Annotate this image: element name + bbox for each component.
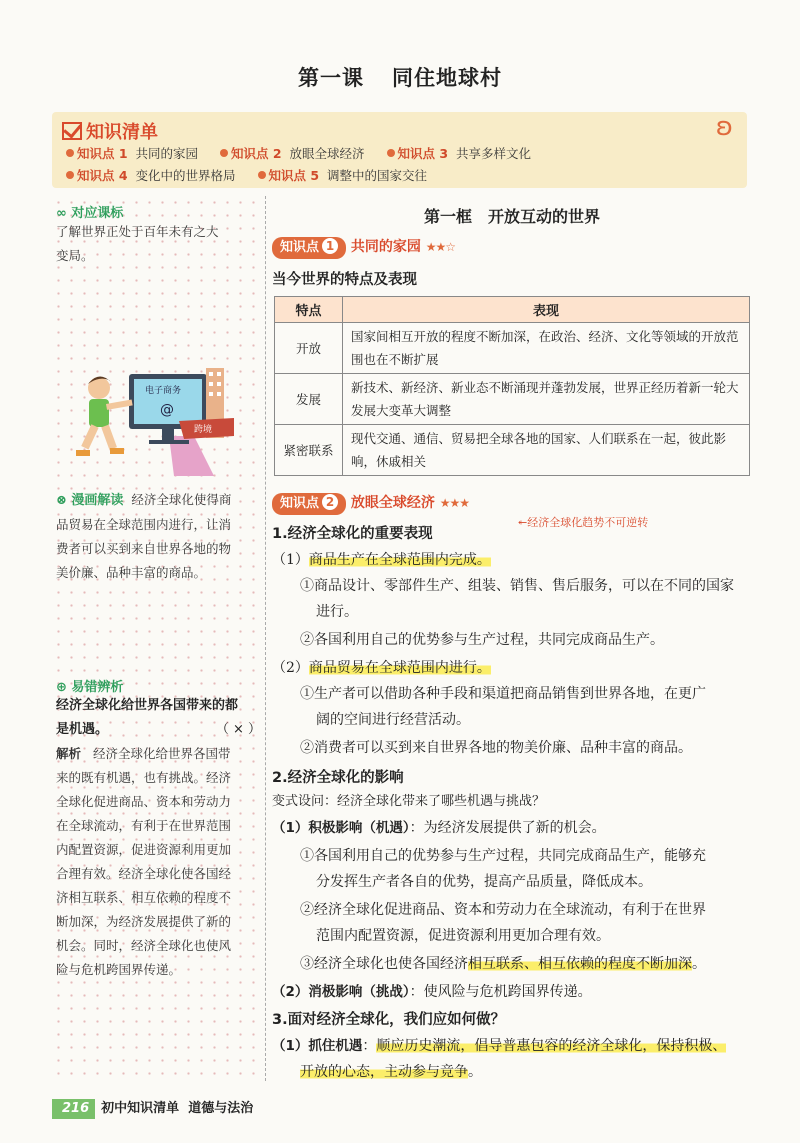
table-header: 特点 [275, 297, 343, 323]
s3-title: 3.面对经济全球化，我们应如何做？ [272, 1012, 506, 1028]
paragraph: ②消费者可以买到来自世界各地的物美价廉、品种丰富的商品。 [300, 740, 692, 756]
paragraph: 分发挥生产者各自的优势，提高产品质量，降低成本。 [316, 874, 652, 890]
rating-stars-icon: ★★☆ [425, 240, 456, 254]
paragraph: ①生产者可以借助各种手段和渠道把商品销售到世界各地，在更广 [300, 686, 706, 702]
comic-title: ⊗ 漫画解读 [56, 493, 124, 508]
table-header-row [275, 297, 750, 323]
handwritten-note: ↞经济全球化趋势不可逆转 [518, 516, 649, 529]
s2-title: 2.经济全球化的影响 [272, 770, 404, 786]
kp1-subtitle: 当今世界的特点及表现 [272, 272, 417, 288]
s1-title: 1.经济全球化的重要表现 [272, 526, 433, 542]
table-row: 开放 国家间相互开放的程度不断加深，在政治、经济、文化等领域的开放范围也在不断扩展 [275, 323, 750, 374]
paragraph: （2）消极影响（挑战）：使风险与危机跨国界传递。 [272, 984, 592, 1000]
paragraph: （1）商品生产在全球范围内完成。 [272, 552, 491, 568]
page-title: 第一课 同住地球村 [298, 66, 502, 90]
knowledge-list-heading: 知识清单 [62, 118, 158, 144]
apple-doodle-icon: ʚ [715, 112, 733, 142]
column-divider [265, 196, 266, 1081]
cartoon-at-sign: @ [160, 402, 174, 418]
paragraph: ①各国利用自己的优势参与生产过程，共同完成商品生产，能够充 [300, 848, 706, 864]
knowledge-list-row [66, 144, 549, 162]
page-number: 216 [52, 1099, 95, 1119]
paragraph: 变式设问：经济全球化带来了哪些机遇与挑战？ [272, 794, 546, 809]
knowledge-item: 知识点 4 变化中的世界格局 [66, 168, 236, 183]
paragraph: （1）积极影响（机遇）：为经济发展提供了新的机会。 [272, 820, 606, 836]
paragraph: 开放的心态，主动参与竞争。 [300, 1064, 482, 1080]
features-table [274, 296, 750, 476]
paragraph: 范围内配置资源，促进资源利用更加合理有效。 [316, 928, 610, 944]
table-row: 紧密联系 现代交通、通信、贸易把全球各地的国家、人们联系在一起，彼此影响，休戚相关 [275, 425, 750, 476]
table-row: 发展 新技术、新经济、新业态不断涌现并蓬勃发展，世界正经历着新一轮大发展大变革大调整 [275, 374, 750, 425]
knowledge-item: 知识点 2 放眼全球经济 [220, 146, 365, 161]
paragraph: ②经济全球化促进商品、资本和劳动力在全球流动，有利于在世界 [300, 902, 706, 918]
main-content [272, 196, 752, 1080]
comic-interpretation: ⊗ 漫画解读 经济全球化使得商 品贸易在全球范围内进行，让消 费者可以买到来自世界各地的物 美价廉、品种丰富的商品。 [56, 492, 232, 580]
page-footer: 216 初中知识清单 道德与法治 [52, 1097, 253, 1117]
knowledge-point-2-heading: 知识点 2 放眼全球经济 ★★★ [272, 492, 469, 514]
error-analysis-title: ⊕ 易错辨析 [56, 680, 124, 695]
paragraph: （2）商品贸易在全球范围内进行。 [272, 660, 491, 676]
cartoon-illustration [74, 366, 239, 476]
checkbox-icon [62, 122, 82, 140]
paragraph: （1）抓住机遇：顺应历史潮流，倡导普惠包容的经济全球化，保持积极、 [272, 1038, 727, 1054]
knowledge-list-row [66, 166, 445, 184]
table-header: 表现 [343, 297, 750, 323]
knowledge-item: 知识点 1 共同的家园 [66, 146, 198, 161]
knowledge-point-1-heading: 知识点 1 共同的家园 ★★☆ [272, 236, 455, 258]
cartoon-sign-text: 跨境 [194, 425, 213, 435]
paragraph: ③经济全球化也使各国经济相互联系、相互依赖的程度不断加深。 [300, 956, 706, 972]
paragraph: 进行。 [316, 604, 358, 620]
knowledge-item: 知识点 3 共享多样文化 [387, 146, 532, 161]
cartoon-screen-text: 电子商务 [145, 386, 182, 396]
sidebar-column [52, 196, 262, 1076]
paragraph: ②各国利用自己的优势参与生产过程，共同完成商品生产。 [300, 632, 664, 648]
curriculum-text: 了解世界正处于百年未有之大 变局。 [56, 224, 219, 263]
knowledge-list-box [52, 112, 747, 188]
curriculum-title: ∞ 对应课标 [56, 206, 124, 221]
paragraph: 阔的空间进行经营活动。 [316, 712, 470, 728]
error-analysis-explanation: 解析 经济全球化给世界各国带 来的既有机遇，也有挑战。经济 全球化促进商品、资本和劳动力 在全球流动，有利于在世界范围 内配置资源，促进资源利用更加 合理有效。经济全球化使各国经 济相互联系、相互依赖的程度不 断加深，为经济发展提供了新的 机会。同时，经济全球化也使风 险与危机跨国界传递。 [56, 746, 232, 977]
section-title: 第一框 开放互动的世界 [423, 207, 600, 226]
paragraph: ①商品设计、零部件生产、组装、销售、售后服务，可以在不同的国家 [300, 578, 734, 594]
error-analysis-question: 经济全球化给世界各国带来的都 是机遇。 （ × ） [56, 698, 261, 737]
knowledge-item: 知识点 5 调整中的国家交往 [258, 168, 428, 183]
rating-stars-icon: ★★★ [439, 496, 470, 510]
